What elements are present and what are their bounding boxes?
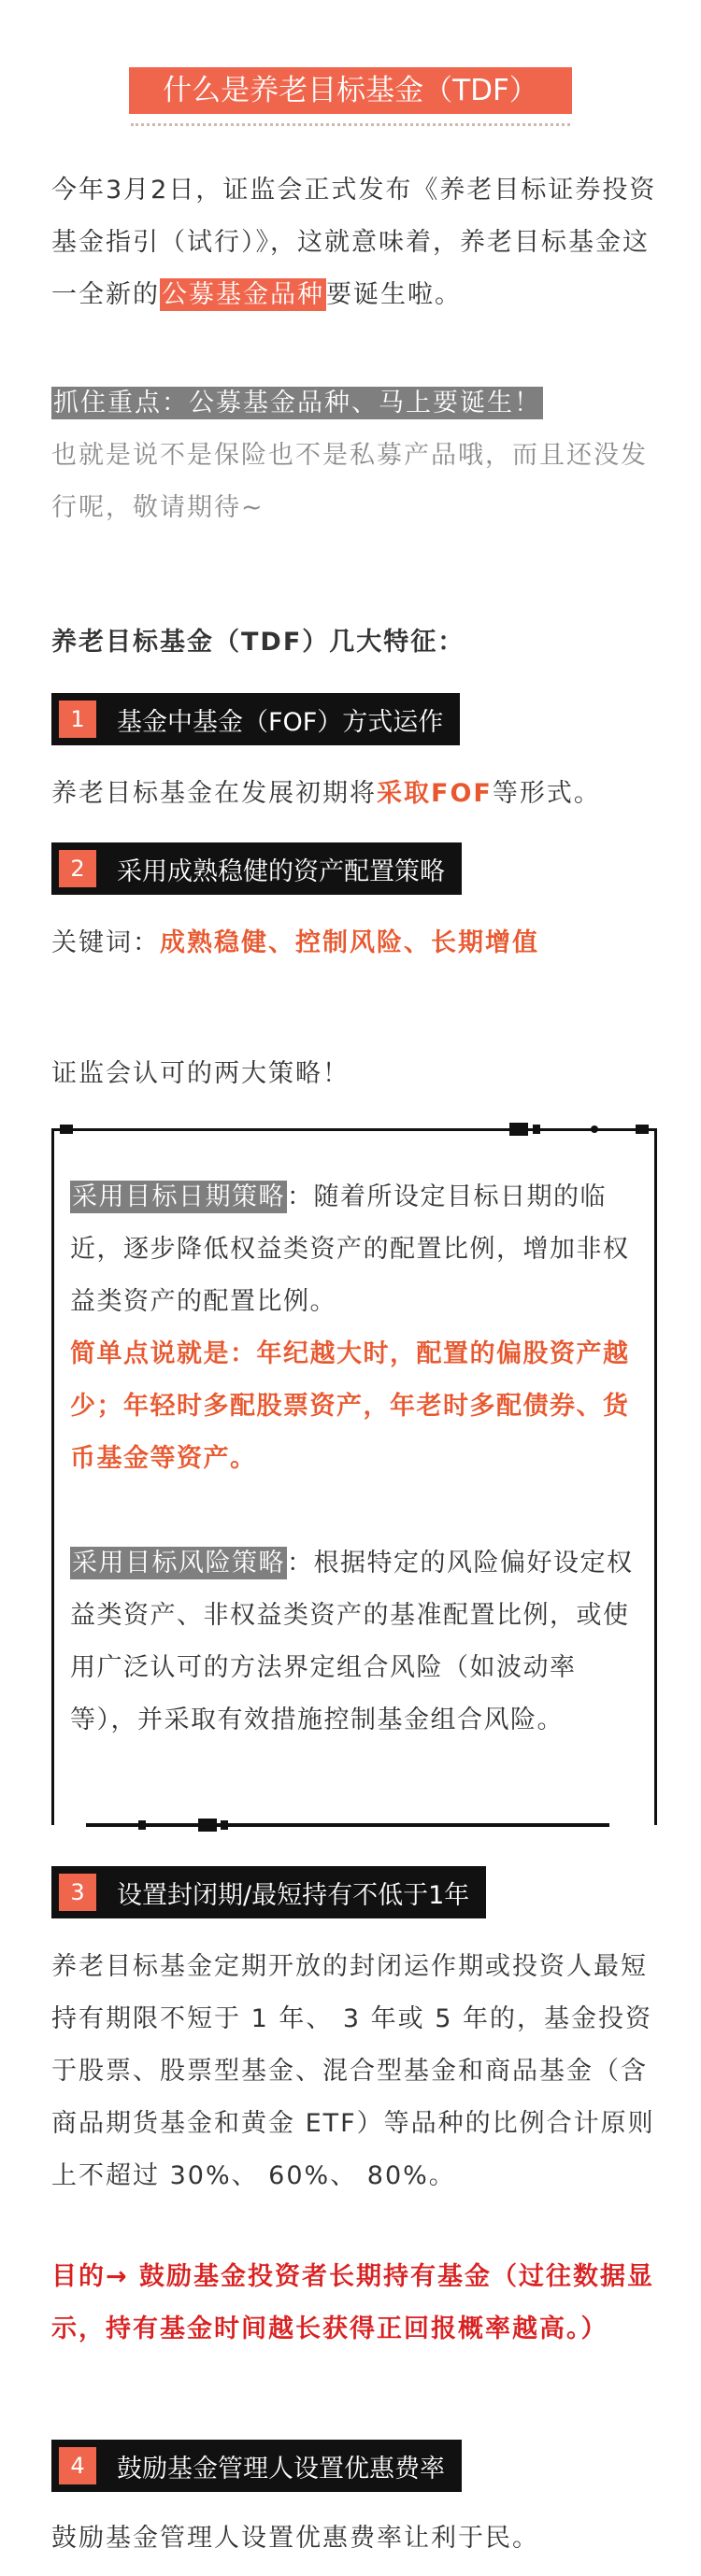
title-divider [131, 123, 570, 126]
section-header-2 [51, 842, 462, 895]
intro-highlight: 公募基金品种 [162, 280, 324, 309]
keyword-separator: 、 [404, 928, 431, 957]
section-3-purpose: 目的→ 鼓励基金投资者长期持有基金（过往数据显示，持有基金时间越长获得正回报概率越高。） [51, 2262, 655, 2343]
frame-ornament [533, 1125, 540, 1134]
section-1-text [51, 768, 659, 820]
frame-ornament [221, 1820, 228, 1830]
frame-ornament [138, 1820, 146, 1830]
section-4-text: 鼓励基金管理人设置优惠费率让利于民。 [51, 2524, 539, 2553]
section-1-text-start: 养老目标基金在发展初期将 [51, 779, 377, 808]
section-1-highlight: 采取FOF [377, 779, 493, 808]
section-3-text: 养老目标基金定期开放的封闭运作期或投资人最短持有期限不短于 1 年、 3 年或 5 年的，基金投资于股票、股票型基金、混合型基金和商品基金（含商品期货基金和黄金 ETF）等品种的比例合计原则上不超过 30%、 60%、 80%。 [51, 1952, 655, 2190]
keyword-separator: 、 [268, 928, 295, 957]
strategy-risk [70, 1537, 640, 1747]
frame-ornament [198, 1819, 217, 1832]
strategy-date [70, 1171, 640, 1328]
strategy-risk-label: 采用目标风险策略 [72, 1549, 285, 1578]
section-number: 2 [59, 850, 96, 887]
section-label: 基金中基金（FOF）方式运作 [117, 707, 444, 737]
frame-ornament [509, 1123, 528, 1136]
strategy-date-simple: 简单点说就是：年纪越大时，配置的偏股资产越少；年轻时多配股票资产，年老时多配债券、货币基金等资产。 [70, 1339, 630, 1473]
section-header-4 [51, 2440, 462, 2492]
strategy-date-text: ：随着所设定目标日期的临近，逐步降低权益类资产的配置比例，增加非权益类资产的配置比例。 [70, 1182, 630, 1316]
section-number: 3 [59, 1874, 96, 1911]
section-2-keywords [51, 917, 659, 970]
keyword: 成熟稳健 [160, 928, 268, 957]
frame-ornament [60, 1125, 73, 1134]
key-point-highlight: 抓住重点：公募基金品种、马上要诞生！ [53, 389, 541, 418]
keyword: 长期增值 [431, 928, 539, 957]
frame-ornament [636, 1125, 649, 1134]
features-heading: 养老目标基金（TDF）几大特征： [51, 628, 465, 657]
key-point-paragraph [51, 377, 659, 534]
intro-text: 今年3月2日，证监会正式发布《养老目标证券投资基金指引（试行）》，这就意味着，养老目标基金这一全新的 [51, 176, 657, 309]
page-title: 什么是养老目标基金（TDF） [129, 67, 572, 114]
strategy-risk-text: ：根据特定的风险偏好设定权益类资产、非权益类资产的基准配置比例，或使用广泛认可的方法界定组合风险（如波动率等），并采取有效措施控制基金组合风险。 [70, 1549, 634, 1734]
section-1-text-end: 等形式。 [492, 779, 601, 808]
strategies-heading: 证监会认可的两大策略！ [51, 1059, 350, 1088]
section-label: 采用成熟稳健的资产配置策略 [117, 856, 445, 886]
intro-paragraph [51, 164, 659, 321]
keyword: 控制风险 [295, 928, 404, 957]
section-label: 鼓励基金管理人设置优惠费率 [117, 2454, 445, 2484]
intro-text-end: 要诞生啦。 [326, 280, 462, 309]
frame-ornament [591, 1125, 598, 1133]
key-point-note: 也就是说不是保险也不是私募产品哦，而且还没发行呢，敬请期待~ [51, 441, 648, 522]
section-number: 1 [59, 701, 96, 738]
section-header-3 [51, 1866, 486, 1918]
section-number: 4 [59, 2447, 96, 2484]
keywords-prefix: 关键词： [51, 928, 160, 957]
frame-top-line [51, 1128, 657, 1131]
frame-bottom-line [86, 1823, 609, 1827]
section-header-1 [51, 693, 460, 745]
strategy-date-label: 采用目标日期策略 [72, 1182, 285, 1211]
section-label: 设置封闭期/最短持有不低于1年 [117, 1880, 470, 1910]
